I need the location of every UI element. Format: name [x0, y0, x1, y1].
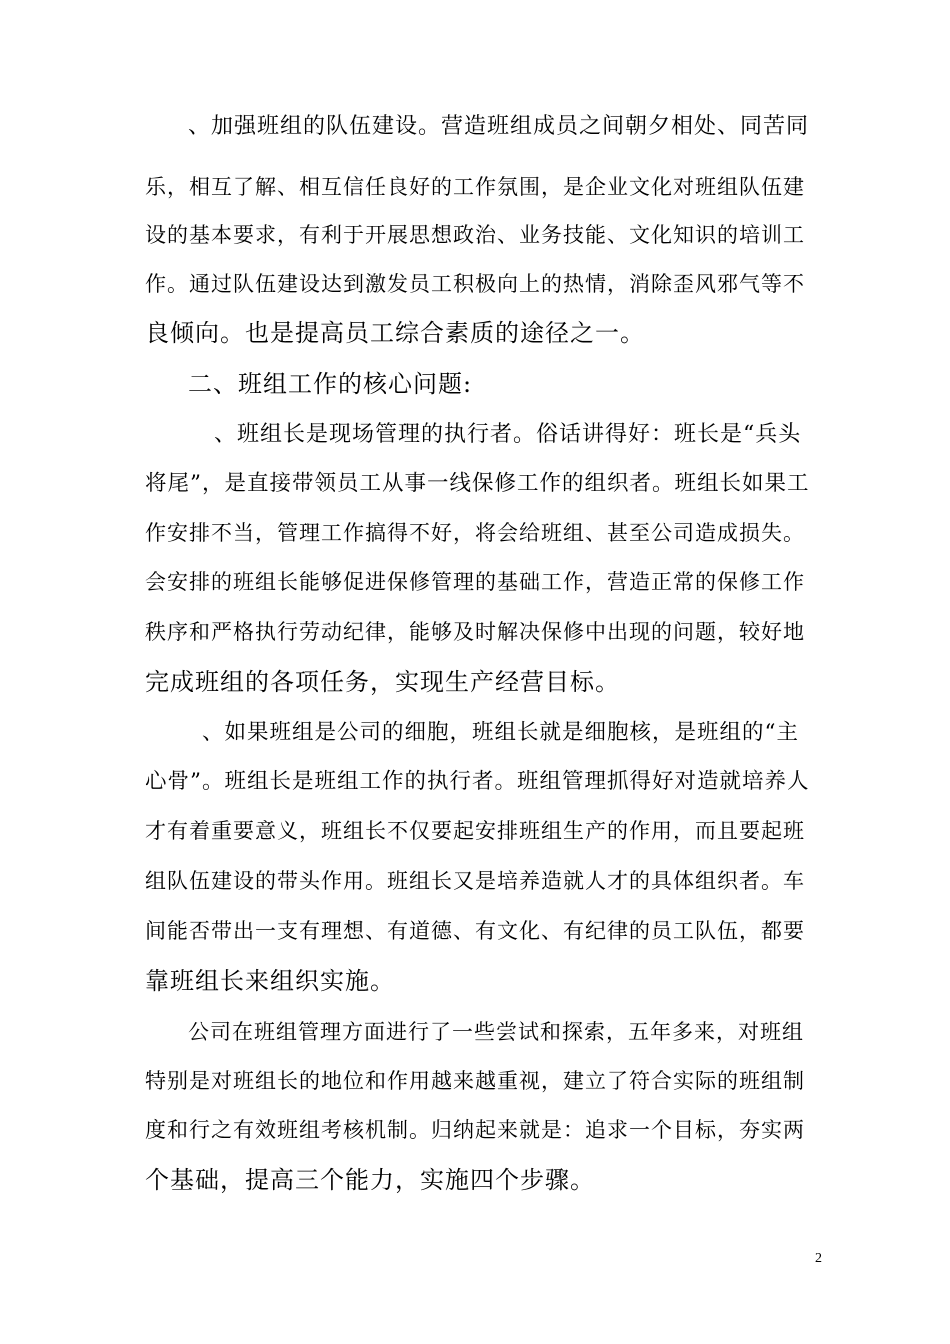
paragraph-line: 靠班组长来组织实施。	[145, 967, 395, 995]
paragraph-line: 心骨”。班组长是班组工作的执行者。班组管理抓得好对造就培养人	[145, 769, 810, 794]
paragraph-line: 度和行之有效班组考核机制。归纳起来就是：追求一个目标，夯实两	[145, 1118, 805, 1142]
paragraph-line: 组队伍建设的带头作用。班组长又是培养造就人才的具体组织者。车	[145, 869, 805, 893]
paragraph-line: 作安排不当，管理工作搞得不好，将会给班组、甚至公司造成损失。	[145, 521, 805, 545]
paragraph-line: 、班组长是现场管理的执行者。俗话讲得好：班长是“兵头	[214, 422, 802, 447]
paragraph-line: 作。通过队伍建设达到激发员工积极向上的热情，消除歪风邪气等不	[145, 272, 805, 296]
paragraph-line: 良倾向。也是提高员工综合素质的途径之一。	[145, 319, 645, 347]
paragraph-line: 特别是对班组长的地位和作用越来越重视，建立了符合实际的班组制	[145, 1069, 805, 1093]
section-heading: 二、班组工作的核心问题:	[188, 370, 473, 398]
paragraph-line: 才有着重要意义，班组长不仅要起安排班组生产的作用，而且要起班	[145, 819, 805, 843]
paragraph-line: 设的基本要求，有利于开展思想政治、业务技能、文化知识的培训工	[145, 223, 805, 247]
paragraph-line: 会安排的班组长能够促进保修管理的基础工作，营造正常的保修工作	[145, 570, 805, 594]
paragraph-line: 、如果班组是公司的细胞，班组长就是细胞核，是班组的“主	[202, 720, 799, 745]
paragraph-line: 乐，相互了解、相互信任良好的工作氛围，是企业文化对班组队伍建	[145, 175, 805, 199]
paragraph-line: 秩序和严格执行劳动纪律，能够及时解决保修中出现的问题，较好地	[145, 620, 805, 644]
paragraph-line: 公司在班组管理方面进行了一些尝试和探索，五年多来，对班组	[188, 1020, 804, 1044]
paragraph-line: 完成班组的各项任务，实现生产经营目标。	[145, 668, 620, 696]
page-number: 2	[815, 1251, 822, 1266]
paragraph-line: 个基础，提高三个能力，实施四个步骤。	[145, 1166, 595, 1194]
paragraph-line: 将尾”，是直接带领员工从事一线保修工作的组织者。班组长如果工	[145, 471, 810, 496]
paragraph-line: 间能否带出一支有理想、有道德、有文化、有纪律的员工队伍，都要	[145, 919, 805, 943]
paragraph-line: 、加强班组的队伍建设。营造班组成员之间朝夕相处、同苦同	[188, 114, 810, 139]
